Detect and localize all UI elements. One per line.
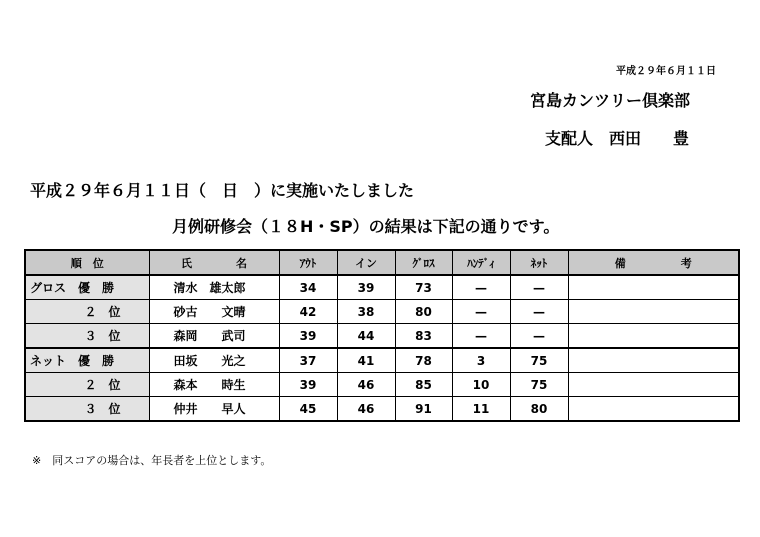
notes-cell — [568, 300, 739, 324]
net-cell: 75 — [510, 373, 568, 397]
header-net: ﾈｯﾄ — [510, 250, 568, 275]
notes-cell — [568, 324, 739, 349]
rank-cell: ２ 位 — [25, 373, 149, 397]
name-cell: 森本 時生 — [149, 373, 279, 397]
net-cell: — — [510, 275, 568, 300]
out-cell: 42 — [279, 300, 337, 324]
out-cell: 39 — [279, 324, 337, 349]
club-name: 宮島カンツリー倶楽部 — [530, 91, 691, 110]
name-cell: 田坂 光之 — [149, 348, 279, 373]
in-cell: 46 — [337, 397, 395, 422]
out-cell: 45 — [279, 397, 337, 422]
name-cell: 森岡 武司 — [149, 324, 279, 349]
notes-cell — [568, 275, 739, 300]
in-cell: 41 — [337, 348, 395, 373]
notes-cell — [568, 373, 739, 397]
handicap-cell: 3 — [452, 348, 510, 373]
net-cell: 75 — [510, 348, 568, 373]
handicap-cell: — — [452, 324, 510, 349]
gross-cell: 78 — [395, 348, 452, 373]
name-cell: 砂古 文晴 — [149, 300, 279, 324]
intro-line-1: 平成２９年６月１１日（ 日 ）に実施いたしました — [30, 181, 415, 200]
name-cell: 仲井 早人 — [149, 397, 279, 422]
rank-cell: グロス 優 勝 — [25, 275, 149, 300]
table-row — [25, 275, 739, 300]
header-in: イン — [337, 250, 395, 275]
rank-cell: ネット 優 勝 — [25, 348, 149, 373]
out-cell: 34 — [279, 275, 337, 300]
rank-cell: ２ 位 — [25, 300, 149, 324]
in-cell: 38 — [337, 300, 395, 324]
table-row — [25, 348, 739, 373]
footnote: ※ 同スコアの場合は、年長者を上位とします。 — [32, 454, 272, 467]
table-row — [25, 324, 739, 349]
handicap-cell: 11 — [452, 397, 510, 422]
header-notes: 備 考 — [568, 250, 739, 275]
results-table — [24, 249, 740, 422]
handicap-cell: — — [452, 275, 510, 300]
table-row — [25, 373, 739, 397]
notes-cell — [568, 348, 739, 373]
document-date: 平成２９年６月１１日 — [616, 66, 716, 77]
rank-cell: ３ 位 — [25, 324, 149, 349]
header-rank: 順 位 — [25, 250, 149, 275]
gross-cell: 83 — [395, 324, 452, 349]
table-row — [25, 300, 739, 324]
net-cell: — — [510, 300, 568, 324]
out-cell: 39 — [279, 373, 337, 397]
gross-cell: 85 — [395, 373, 452, 397]
net-cell: — — [510, 324, 568, 349]
header-name: 氏 名 — [149, 250, 279, 275]
out-cell: 37 — [279, 348, 337, 373]
handicap-cell: 10 — [452, 373, 510, 397]
name-cell: 清水 雄太郎 — [149, 275, 279, 300]
intro-line-2: 月例研修会（１８H・SP）の結果は下記の通りです。 — [172, 217, 560, 236]
in-cell: 46 — [337, 373, 395, 397]
net-cell: 80 — [510, 397, 568, 422]
table-row — [25, 397, 739, 422]
handicap-cell: — — [452, 300, 510, 324]
table-header-row — [25, 250, 739, 275]
gross-cell: 91 — [395, 397, 452, 422]
in-cell: 39 — [337, 275, 395, 300]
rank-cell: ３ 位 — [25, 397, 149, 422]
header-gross: ｸﾞﾛｽ — [395, 250, 452, 275]
manager-name: 支配人 西田 豊 — [545, 129, 690, 148]
gross-cell: 73 — [395, 275, 452, 300]
in-cell: 44 — [337, 324, 395, 349]
gross-cell: 80 — [395, 300, 452, 324]
header-out: ｱｳﾄ — [279, 250, 337, 275]
notes-cell — [568, 397, 739, 422]
header-handicap: ﾊﾝﾃﾞｨ — [452, 250, 510, 275]
